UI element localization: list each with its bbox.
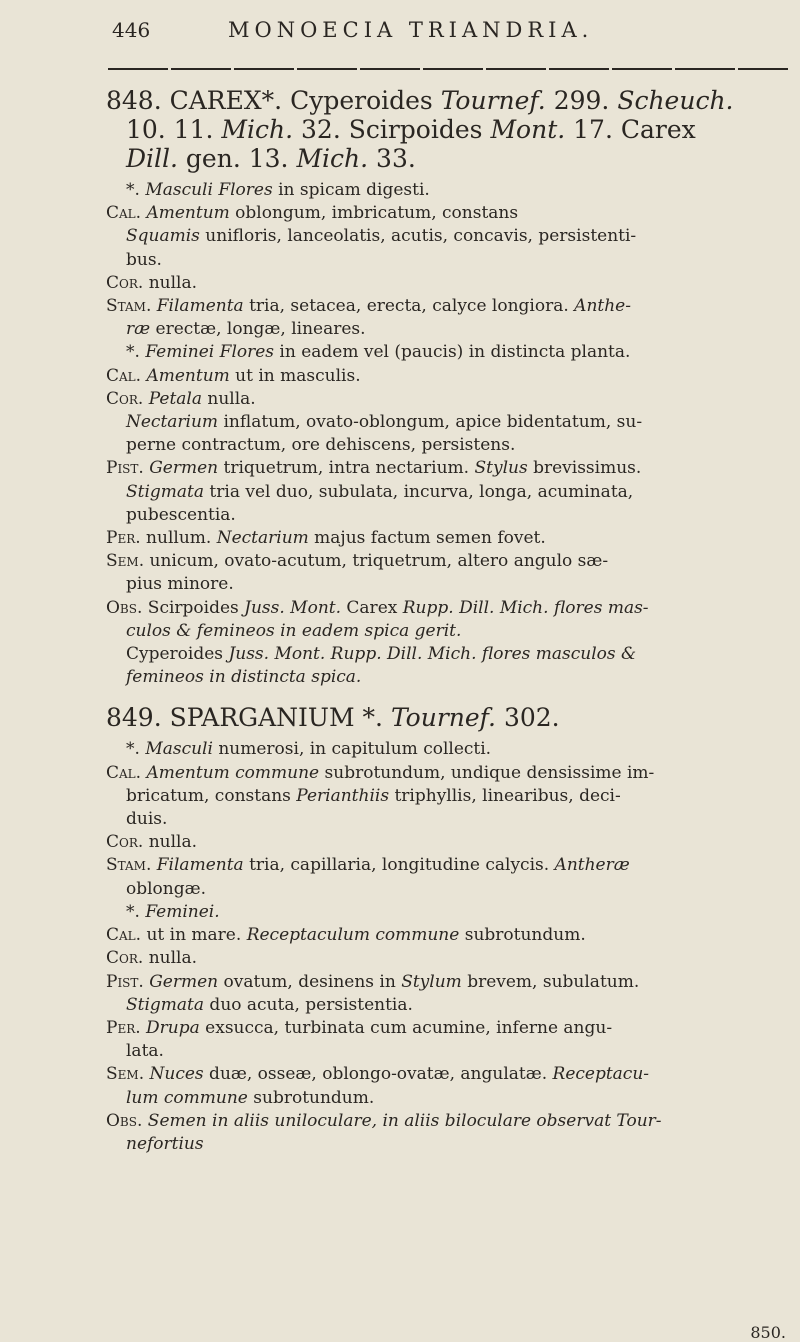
text-line	[106, 738, 796, 761]
text-run: Nectarium	[126, 412, 219, 433]
text-run: inflatum, ovato-oblongum, apice bidentatum, su-	[218, 412, 643, 433]
text-line	[106, 1087, 796, 1110]
text-run: oblongæ.	[126, 878, 207, 899]
text-run: nefortius	[126, 1133, 204, 1154]
text-run: ræ	[126, 319, 151, 340]
text-run: gen. 13.	[177, 144, 297, 173]
text-line	[106, 573, 796, 596]
text-line	[106, 808, 796, 831]
text-run: tria, capillaria, longitudine calycis.	[243, 855, 555, 876]
text-run: pubescentia.	[126, 504, 236, 525]
text-run: nullum.	[140, 528, 217, 549]
text-line	[106, 550, 796, 573]
text-run: Juss. Mont. Rupp. Dill. Mich. flores masculos &	[228, 644, 637, 665]
text-run: duæ, osseæ, oblongo-ovatæ, angulatæ.	[203, 1064, 553, 1085]
text-run: tria, setacea, erecta, calyce longiora.	[243, 296, 575, 317]
text-line	[106, 434, 796, 457]
text-run: erectæ, longæ, lineares.	[150, 319, 366, 340]
text-run: majus factum semen fovet.	[308, 528, 546, 549]
text-line	[106, 666, 796, 689]
text-run: *.	[126, 180, 146, 200]
text-run: Cal.	[106, 925, 142, 946]
text-run: triquetrum, intra nectarium.	[218, 458, 475, 479]
text-run: lata.	[126, 1041, 164, 1062]
text-run: perne contractum, ore dehiscens, persistens.	[126, 435, 516, 456]
text-run: Stigmata	[126, 994, 205, 1015]
text-run: Cor.	[106, 272, 144, 293]
text-run: Mich.	[221, 115, 294, 144]
text-run: duis.	[126, 809, 168, 830]
text-run: Cal.	[106, 203, 142, 224]
text-line	[106, 365, 796, 388]
text-run: brevissimus.	[527, 458, 642, 479]
text-run: Cor.	[106, 948, 144, 969]
text-run: *.	[126, 342, 146, 363]
text-run: nulla.	[143, 272, 198, 293]
text-run: 33.	[368, 144, 416, 173]
text-run: unifloris, lanceolatis, acutis, concavis, persistenti-	[199, 226, 637, 247]
text-run: Stylus	[474, 458, 528, 479]
text-line	[106, 620, 796, 643]
text-line	[106, 643, 796, 666]
text-run: Perianthiis	[296, 785, 390, 806]
running-title: MONOECIA TRIANDRIA.	[228, 18, 594, 42]
text-run: Cal.	[106, 762, 142, 783]
text-run: nulla.	[143, 948, 198, 969]
text-run: in spicam digesti.	[272, 180, 430, 200]
text-line	[106, 831, 796, 854]
text-run: femineos in distincta spica.	[126, 667, 362, 688]
genus-heading-continued	[106, 144, 796, 173]
text-run: Obs.	[106, 597, 143, 618]
text-run: exsucca, turbinata cum acumine, inferne angu-	[199, 1017, 613, 1038]
text-run: Mont.	[490, 115, 566, 144]
text-run: subrotundum.	[459, 925, 586, 946]
text-line	[106, 481, 796, 504]
text-run: Amentum commune	[146, 762, 320, 783]
text-run: Juss. Mont.	[244, 597, 342, 618]
genus-heading	[106, 86, 796, 115]
text-run: Stam.	[106, 855, 152, 876]
text-line	[106, 504, 796, 527]
text-line	[106, 1063, 796, 1086]
text-run: Nuces	[149, 1064, 204, 1085]
text-run: Amentum	[146, 365, 230, 386]
text-line	[106, 785, 796, 808]
genus-number: 848.	[106, 86, 170, 115]
text-run: *.	[126, 739, 146, 760]
text-run: bricatum, constans	[126, 785, 297, 806]
text-run: Cyperoides	[126, 644, 229, 665]
text-run: Mich.	[296, 144, 369, 173]
text-run: 302.	[496, 703, 560, 733]
text-run: Stam.	[106, 296, 152, 317]
text-line	[106, 947, 796, 970]
text-run: oblongum, imbricatum, constans	[229, 203, 519, 224]
text-run: culos & femineos in eadem spica gerit.	[126, 620, 462, 641]
text-run: nulla.	[143, 832, 198, 853]
text-run: *.	[126, 901, 146, 922]
text-run: subrotundum.	[247, 1087, 375, 1108]
text-line	[106, 854, 796, 877]
text-run: Obs.	[106, 1110, 143, 1131]
text-run: Feminei.	[145, 901, 220, 922]
text-run: 10. 11.	[126, 115, 222, 144]
text-run: Germen	[149, 971, 219, 992]
text-run: unicum, ovato-acutum, triquetrum, altero angulo sæ-	[144, 551, 609, 572]
genus-number: 849.	[106, 703, 170, 733]
text-line	[106, 457, 796, 480]
text-run: nulla.	[201, 388, 256, 409]
text-run: CAREX*. Cyperoides	[169, 86, 441, 115]
text-run: duo acuta, persistentia.	[204, 994, 413, 1015]
text-line	[106, 1017, 796, 1040]
text-run: ut in masculis.	[229, 365, 361, 386]
text-line	[106, 272, 796, 295]
text-line	[106, 762, 796, 785]
text-line	[106, 924, 796, 947]
text-run: subrotundum, undique densissime im-	[319, 762, 655, 783]
text-line	[106, 202, 796, 225]
text-run: triphyllis, linearibus, deci-	[389, 785, 621, 806]
head-rule	[108, 68, 788, 70]
text-run: Pist.	[106, 458, 144, 479]
text-run: Receptacu-	[552, 1064, 650, 1085]
text-run: Semen in aliis uniloculare, in aliis biloculare observat Tour-	[147, 1110, 662, 1131]
text-run: brevem, subulatum.	[461, 971, 640, 992]
text-run: Masculi	[145, 739, 213, 760]
text-line	[106, 878, 796, 901]
text-line	[106, 527, 796, 550]
text-run: Per.	[106, 528, 141, 549]
text-run: ovatum, desinens in	[218, 971, 402, 992]
text-run: Per.	[106, 1017, 141, 1038]
text-run: Scirpoides	[142, 597, 245, 618]
text-line	[106, 1110, 796, 1133]
text-run: Filamenta	[156, 296, 244, 317]
text-run: ut in mare.	[141, 925, 247, 946]
text-run: Drupa	[146, 1017, 200, 1038]
text-run: numerosi, in capitulum collecti.	[212, 739, 492, 760]
text-run: lum commune	[126, 1087, 248, 1108]
text-run: Filamenta	[156, 855, 244, 876]
text-run: 17. Carex	[565, 115, 696, 144]
text-run: tria vel duo, subulata, incurva, longa, acuminata,	[204, 481, 634, 502]
text-run: Cor.	[106, 388, 144, 409]
text-run: Anthe-	[574, 296, 631, 317]
text-run: Amentum	[146, 203, 230, 224]
text-run: Sem.	[106, 551, 145, 572]
text-block	[106, 86, 796, 1156]
text-run: Nectarium	[216, 528, 309, 549]
text-line	[106, 249, 796, 272]
text-line	[106, 994, 796, 1017]
text-run: bus.	[126, 249, 162, 270]
text-run: 32. Scirpoides	[293, 115, 491, 144]
page-number: 446	[112, 18, 151, 42]
text-line	[106, 1040, 796, 1063]
text-line	[106, 597, 796, 620]
text-line	[106, 318, 796, 341]
text-run: Cal.	[106, 365, 142, 386]
text-run: Masculi Flores	[145, 180, 273, 200]
text-run: Tournef.	[390, 703, 496, 733]
text-line	[106, 388, 796, 411]
genus-heading	[106, 703, 796, 732]
text-run: Carex	[341, 597, 403, 618]
text-line	[106, 411, 796, 434]
text-run: Germen	[149, 458, 219, 479]
text-run: Tournef.	[440, 86, 546, 115]
running-head	[0, 18, 800, 48]
text-run: Cor.	[106, 832, 144, 853]
text-line	[106, 179, 796, 202]
text-run: Squamis	[126, 226, 200, 247]
text-run: 299.	[545, 86, 618, 115]
text-run: Stylum	[401, 971, 462, 992]
text-run: Antheræ	[554, 855, 630, 876]
text-run: Petala	[148, 388, 202, 409]
catchword: 850.	[750, 1323, 786, 1342]
text-run: Sem.	[106, 1064, 145, 1085]
text-run: Scheuch.	[617, 86, 734, 115]
text-run: pius minore.	[126, 574, 234, 595]
text-line	[106, 1133, 796, 1156]
text-line	[106, 901, 796, 924]
text-line	[106, 295, 796, 318]
text-line	[106, 971, 796, 994]
text-run: Receptaculum commune	[246, 925, 460, 946]
genus-heading-continued	[106, 115, 796, 144]
text-run: Rupp. Dill. Mich. flores mas-	[402, 597, 649, 618]
text-run: Pist.	[106, 971, 144, 992]
text-run: in eadem vel (paucis) in distincta planta.	[274, 342, 631, 363]
text-run: SPARGANIUM *.	[169, 703, 391, 733]
text-run: Feminei Flores	[145, 342, 275, 363]
text-run: Stigmata	[126, 481, 205, 502]
text-line	[106, 341, 796, 364]
text-line	[106, 225, 796, 248]
text-run: Dill.	[126, 144, 178, 173]
